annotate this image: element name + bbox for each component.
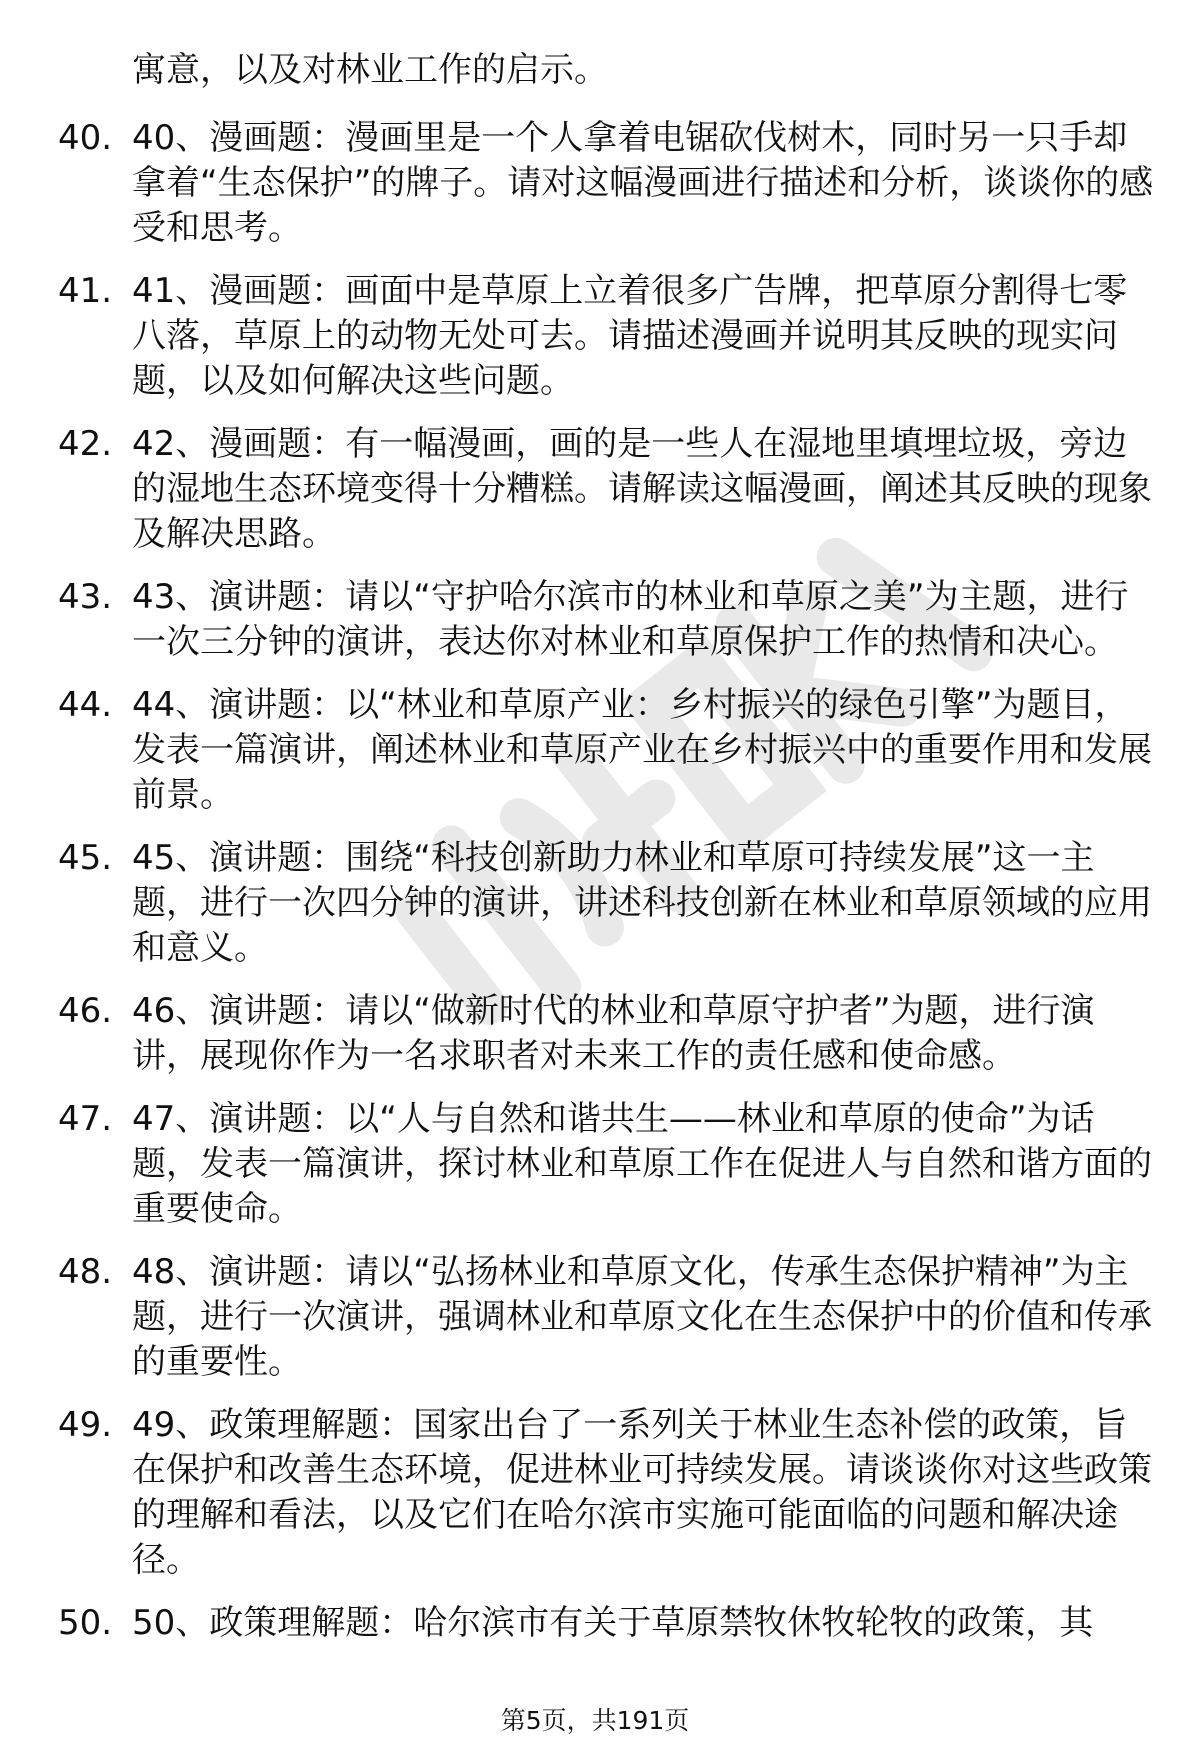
item-text: 45、演讲题：围绕“科技创新助力林业和草原可持续发展”这一主题，进行一次四分钟的演讲，讲述科技创新在林业和草原领域的应用和意义。 <box>132 838 1152 968</box>
list-item <box>0 1403 1190 1583</box>
list-item <box>0 683 1190 818</box>
page-footer: 第5页，共191页 <box>500 1706 690 1735</box>
item-number: 49. <box>58 1405 113 1445</box>
item-number: 47. <box>58 1099 113 1139</box>
list-item <box>0 836 1190 971</box>
item-text: 40、漫画题：漫画里是一个人拿着电锯砍伐树木，同时另一只手却拿着“生态保护”的牌子。请对这幅漫画进行描述和分析，谈谈你的感受和思考。 <box>132 118 1154 248</box>
list-item <box>0 422 1190 557</box>
item-number: 40. <box>58 118 113 158</box>
list-item <box>0 1250 1190 1385</box>
question-list <box>0 116 1190 1664</box>
list-item <box>0 269 1190 404</box>
continuation-paragraph: 寓意，以及对林业工作的启示。 <box>132 50 608 90</box>
item-number: 50. <box>58 1603 113 1643</box>
list-item <box>0 116 1190 251</box>
item-text: 44、演讲题：以“林业和草原产业：乡村振兴的绿色引擎”为题目，发表一篇演讲，阐述林业和草原产业在乡村振兴中的重要作用和发展前景。 <box>132 685 1152 815</box>
item-number: 43. <box>58 577 113 617</box>
item-text: 41、漫画题：画面中是草原上立着很多广告牌，把草原分割得七零八落，草原上的动物无处可去。请描述漫画并说明其反映的现实问题，以及如何解决这些问题。 <box>132 271 1128 401</box>
item-number: 44. <box>58 685 113 725</box>
list-item <box>0 1601 1190 1646</box>
item-text: 49、政策理解题：国家出台了一系列关于林业生态补偿的政策，旨在保护和改善生态环境，促进林业可持续发展。请谈谈你对这些政策的理解和看法，以及它们在哈尔滨市实施可能面临的问题和解决途径。 <box>132 1405 1152 1580</box>
item-number: 46. <box>58 991 113 1031</box>
item-text: 47、演讲题：以“人与自然和谐共生——林业和草原的使命”为话题，发表一篇演讲，探讨林业和草原工作在促进人与自然和谐方面的重要使命。 <box>132 1099 1152 1229</box>
list-item <box>0 1097 1190 1232</box>
list-item <box>0 989 1190 1079</box>
item-number: 48. <box>58 1252 113 1292</box>
item-text: 50、政策理解题：哈尔滨市有关于草原禁牧休牧轮牧的政策，其 <box>132 1603 1094 1643</box>
item-number: 42. <box>58 424 113 464</box>
item-number: 45. <box>58 838 113 878</box>
item-text: 48、演讲题：请以“弘扬林业和草原文化，传承生态保护精神”为主题，进行一次演讲，强调林业和草原文化在生态保护中的价值和传承的重要性。 <box>132 1252 1152 1382</box>
item-number: 41. <box>58 271 113 311</box>
item-text: 43、演讲题：请以“守护哈尔滨市的林业和草原之美”为主题，进行一次三分钟的演讲，表达你对林业和草原保护工作的热情和决心。 <box>132 577 1129 662</box>
item-text: 46、演讲题：请以“做新时代的林业和草原守护者”为题，进行演讲，展现你作为一名求职者对未来工作的责任感和使命感。 <box>132 991 1095 1076</box>
list-item <box>0 575 1190 665</box>
item-text: 42、漫画题：有一幅漫画，画的是一些人在湿地里填埋垃圾，旁边的湿地生态环境变得十分糟糕。请解读这幅漫画，阐述其反映的现象及解决思路。 <box>132 424 1152 554</box>
